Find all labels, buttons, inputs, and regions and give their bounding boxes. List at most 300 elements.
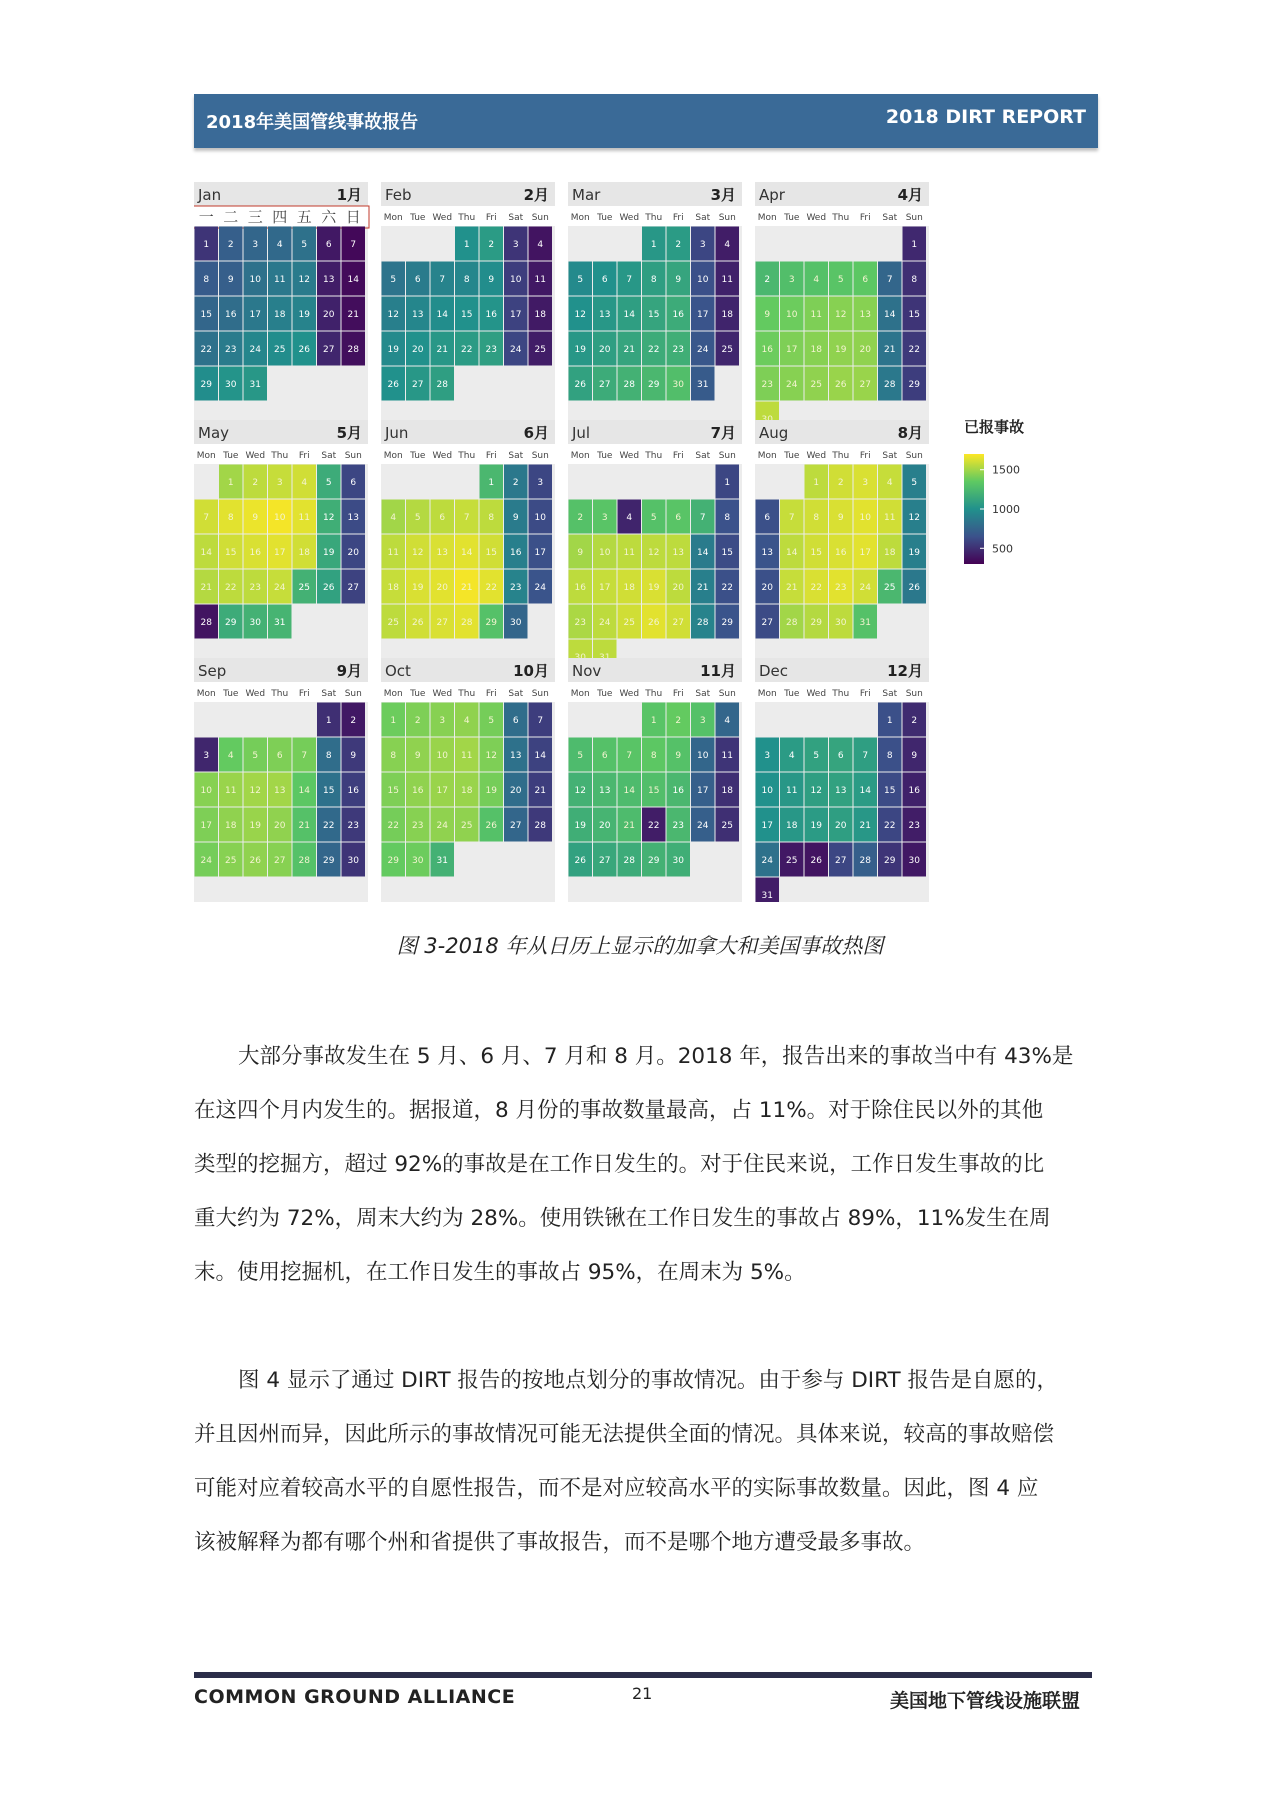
day-number: 8 — [911, 275, 918, 285]
day-number: 6 — [837, 751, 844, 761]
day-number: 21 — [697, 583, 709, 593]
weekday-label: Thu — [832, 689, 850, 699]
month-label-cn: 8月 — [897, 424, 923, 442]
day-number: 4 — [390, 513, 397, 523]
day-number: 26 — [387, 380, 399, 390]
day-number: 20 — [599, 345, 611, 355]
day-number: 24 — [200, 856, 212, 866]
day-number: 1 — [488, 478, 495, 488]
day-number: 16 — [412, 786, 424, 796]
day-number: 18 — [274, 310, 286, 320]
day-number: 4 — [813, 275, 820, 285]
month-label-en: Feb — [385, 186, 412, 204]
day-number: 8 — [650, 751, 657, 761]
page-header — [194, 94, 1098, 148]
day-number: 24 — [761, 856, 773, 866]
day-number: 31 — [249, 380, 261, 390]
weekday-label: Thu — [271, 451, 289, 461]
weekday-label: Fri — [859, 213, 871, 223]
weekday-label: Mon — [383, 451, 403, 461]
weekday-label: Fri — [485, 213, 497, 223]
day-number: 29 — [387, 856, 399, 866]
day-number: 2 — [350, 716, 357, 726]
day-number: 22 — [648, 821, 660, 831]
day-number: 16 — [761, 345, 773, 355]
day-number: 16 — [672, 786, 684, 796]
month-label-en: Dec — [759, 662, 789, 680]
day-number: 28 — [347, 345, 359, 355]
day-number: 14 — [623, 310, 635, 320]
day-number: 12 — [835, 310, 847, 320]
day-number: 3 — [276, 478, 283, 488]
day-number: 3 — [699, 240, 706, 250]
weekday-label: Wed — [432, 689, 453, 699]
day-number: 14 — [436, 310, 448, 320]
day-number: 15 — [648, 786, 660, 796]
day-number: 16 — [225, 310, 237, 320]
weekday-label: Tue — [597, 451, 613, 461]
day-number: 27 — [761, 618, 773, 628]
day-number: 4 — [788, 751, 795, 761]
day-number: 2 — [227, 240, 234, 250]
day-number: 1 — [911, 240, 918, 250]
day-number: 9 — [911, 751, 918, 761]
day-number: 12 — [298, 275, 310, 285]
day-number: 28 — [859, 856, 871, 866]
weekday-label: Sun — [718, 213, 736, 223]
day-number: 29 — [225, 618, 237, 628]
day-number: 24 — [510, 345, 522, 355]
weekday-label: Thu — [271, 689, 289, 699]
day-number: 13 — [436, 548, 448, 558]
day-number: 20 — [599, 821, 611, 831]
day-number: 18 — [721, 786, 733, 796]
day-number: 28 — [200, 618, 212, 628]
weekday-label: Tue — [223, 689, 239, 699]
day-number: 21 — [347, 310, 359, 320]
day-number: 19 — [387, 345, 399, 355]
legend-tick-label: 500 — [992, 542, 1013, 556]
day-number: 9 — [577, 548, 584, 558]
day-number: 9 — [675, 751, 682, 761]
day-number: 11 — [721, 751, 733, 761]
day-number: 31 — [859, 618, 871, 628]
day-number: 5 — [488, 716, 495, 726]
day-number: 9 — [488, 275, 495, 285]
day-number: 3 — [601, 513, 608, 523]
day-number: 4 — [724, 716, 731, 726]
day-number: 12 — [323, 513, 335, 523]
day-number: 22 — [485, 583, 497, 593]
day-number: 30 — [672, 856, 684, 866]
day-number: 17 — [249, 310, 261, 320]
day-number: 9 — [764, 310, 771, 320]
day-number: 31 — [761, 891, 773, 901]
day-number: 27 — [599, 856, 611, 866]
day-number: 1 — [203, 240, 210, 250]
day-number: 17 — [200, 821, 212, 831]
weekday-label: Tue — [410, 451, 426, 461]
day-number: 26 — [810, 856, 822, 866]
weekday-label: Mon — [570, 451, 590, 461]
day-number: 7 — [537, 716, 544, 726]
day-number: 19 — [249, 821, 261, 831]
weekday-label: Sat — [882, 689, 898, 699]
day-number: 19 — [908, 548, 920, 558]
day-number: 8 — [650, 275, 657, 285]
day-number: 4 — [886, 478, 893, 488]
month-label-cn: 1月 — [336, 186, 362, 204]
paragraph-1-line: 重大约为 72%，周末大约为 28%。使用铁锹在工作日发生的事故占 89%，11%发生在周 — [194, 1206, 1051, 1231]
day-number: 5 — [252, 751, 259, 761]
weekday-label: Sun — [531, 689, 549, 699]
day-number: 14 — [298, 786, 310, 796]
day-number: 3 — [203, 751, 210, 761]
day-number: 13 — [599, 310, 611, 320]
legend-tick-label: 1000 — [992, 503, 1020, 516]
day-number: 25 — [623, 618, 635, 628]
paragraph-2-line: 该被解释为都有哪个州和省提供了事故报告，而不是哪个地方遭受最多事故。 — [194, 1530, 926, 1555]
weekday-label: Sat — [695, 689, 711, 699]
weekday-label: Thu — [832, 451, 850, 461]
day-number: 26 — [908, 583, 920, 593]
day-number: 6 — [350, 478, 357, 488]
day-number: 20 — [436, 583, 448, 593]
month-label-cn: 4月 — [897, 186, 923, 204]
weekday-label: Fri — [859, 451, 871, 461]
day-number: 24 — [859, 583, 871, 593]
day-number: 2 — [764, 275, 771, 285]
day-number: 3 — [862, 478, 869, 488]
day-number: 26 — [298, 345, 310, 355]
day-number: 14 — [884, 310, 896, 320]
day-number: 19 — [835, 345, 847, 355]
day-number: 5 — [911, 478, 918, 488]
day-number: 12 — [810, 786, 822, 796]
day-number: 18 — [461, 786, 473, 796]
day-number: 4 — [724, 240, 731, 250]
weekday-label: Fri — [298, 451, 310, 461]
day-number: 17 — [697, 786, 709, 796]
day-number: 16 — [835, 548, 847, 558]
weekday-label: Tue — [410, 689, 426, 699]
day-number: 17 — [697, 310, 709, 320]
weekday-label: Tue — [784, 451, 800, 461]
day-number: 5 — [301, 240, 308, 250]
day-number: 26 — [249, 856, 261, 866]
weekday-label: 五 — [296, 208, 312, 226]
weekday-label: Wed — [432, 213, 453, 223]
weekday-label: Wed — [432, 451, 453, 461]
day-number: 28 — [436, 380, 448, 390]
day-number: 27 — [323, 345, 335, 355]
paragraph-1-line: 类型的挖掘方，超过 92%的事故是在工作日发生的。对于住民来说，工作日发生事故的比 — [194, 1152, 1045, 1177]
day-number: 29 — [323, 856, 335, 866]
day-number: 20 — [835, 821, 847, 831]
day-number: 23 — [225, 345, 237, 355]
day-number: 12 — [574, 310, 586, 320]
day-number: 30 — [249, 618, 261, 628]
weekday-label: Fri — [859, 689, 871, 699]
day-number: 25 — [810, 380, 822, 390]
day-number: 17 — [436, 786, 448, 796]
day-number: 21 — [200, 583, 212, 593]
weekday-label: 六 — [321, 208, 337, 226]
day-number: 22 — [387, 821, 399, 831]
day-number: 8 — [463, 275, 470, 285]
paragraph-1 — [194, 1030, 1098, 1300]
weekday-label: Tue — [223, 451, 239, 461]
weekday-label: Sun — [718, 451, 736, 461]
day-number: 11 — [298, 513, 310, 523]
day-number: 10 — [859, 513, 871, 523]
day-number: 13 — [835, 786, 847, 796]
day-number: 21 — [786, 583, 798, 593]
day-number: 10 — [274, 513, 286, 523]
weekday-label: Fri — [298, 689, 310, 699]
weekday-label: Sat — [695, 213, 711, 223]
paragraph-2 — [194, 1354, 1098, 1570]
day-number: 12 — [485, 751, 497, 761]
day-number: 7 — [301, 751, 308, 761]
day-number: 12 — [648, 548, 660, 558]
weekday-label: 一 — [198, 208, 214, 226]
day-number: 22 — [648, 345, 660, 355]
day-number: 10 — [200, 786, 212, 796]
day-number: 13 — [510, 751, 522, 761]
day-number: 10 — [599, 548, 611, 558]
day-number: 26 — [485, 821, 497, 831]
day-number: 26 — [835, 380, 847, 390]
day-number: 20 — [347, 548, 359, 558]
day-number: 13 — [761, 548, 773, 558]
day-number: 5 — [813, 751, 820, 761]
day-number: 5 — [837, 275, 844, 285]
day-number: 4 — [276, 240, 283, 250]
day-number: 12 — [574, 786, 586, 796]
day-number: 11 — [461, 751, 473, 761]
day-number: 25 — [298, 583, 310, 593]
day-number: 5 — [577, 275, 584, 285]
day-number: 16 — [347, 786, 359, 796]
weekday-label: Thu — [645, 451, 663, 461]
weekday-label: Mon — [757, 451, 777, 461]
day-number: 6 — [276, 751, 283, 761]
day-number: 24 — [534, 583, 546, 593]
day-number: 4 — [537, 240, 544, 250]
day-number: 14 — [697, 548, 709, 558]
day-number: 22 — [323, 821, 335, 831]
day-number: 10 — [510, 275, 522, 285]
month-label-en: Sep — [198, 662, 227, 680]
day-number: 10 — [436, 751, 448, 761]
weekday-label: 日 — [345, 208, 361, 226]
day-number: 13 — [412, 310, 424, 320]
legend-title: 已报事故 — [964, 418, 1025, 436]
day-number: 25 — [534, 345, 546, 355]
day-number: 14 — [534, 751, 546, 761]
weekday-label: Sun — [531, 451, 549, 461]
day-number: 4 — [463, 716, 470, 726]
day-number: 27 — [436, 618, 448, 628]
weekday-label: Fri — [485, 451, 497, 461]
day-number: 20 — [761, 583, 773, 593]
day-number: 18 — [721, 310, 733, 320]
day-number: 6 — [764, 513, 771, 523]
weekday-label: Mon — [570, 213, 590, 223]
figure-caption: 图 3-2018 年从日历上显示的加拿大和美国事故热图 — [396, 934, 884, 958]
day-number: 11 — [810, 310, 822, 320]
day-number: 14 — [200, 548, 212, 558]
day-number: 3 — [439, 716, 446, 726]
day-number: 20 — [859, 345, 871, 355]
day-number: 17 — [274, 548, 286, 558]
weekday-label: Wed — [619, 213, 640, 223]
day-number: 19 — [810, 821, 822, 831]
month-label-en: Jun — [385, 424, 409, 442]
weekday-label: Mon — [383, 689, 403, 699]
day-number: 27 — [412, 380, 424, 390]
header-title-en: 2018 DIRT REPORT — [885, 106, 1086, 128]
month-label-cn: 9月 — [336, 662, 362, 680]
day-number: 15 — [884, 786, 896, 796]
day-number: 12 — [908, 513, 920, 523]
day-number: 5 — [325, 478, 332, 488]
day-number: 18 — [387, 583, 399, 593]
day-number: 3 — [699, 716, 706, 726]
month-label-cn: 6月 — [523, 424, 549, 442]
day-number: 15 — [810, 548, 822, 558]
day-number: 12 — [412, 548, 424, 558]
day-number: 19 — [323, 548, 335, 558]
day-number: 25 — [884, 583, 896, 593]
weekday-label: Sat — [882, 213, 898, 223]
day-number: 19 — [298, 310, 310, 320]
weekday-label: Mon — [383, 213, 403, 223]
day-number: 8 — [390, 751, 397, 761]
day-number: 17 — [761, 821, 773, 831]
day-number: 6 — [601, 275, 608, 285]
month-label-en: Nov — [572, 662, 602, 680]
day-number: 16 — [510, 548, 522, 558]
weekday-label: 二 — [223, 208, 239, 226]
day-number: 18 — [786, 821, 798, 831]
day-number: 21 — [461, 583, 473, 593]
weekday-label: Sat — [321, 689, 337, 699]
weekday-label: Sun — [905, 689, 923, 699]
day-number: 5 — [414, 513, 421, 523]
day-number: 23 — [510, 583, 522, 593]
day-number: 22 — [810, 583, 822, 593]
day-number: 15 — [200, 310, 212, 320]
day-number: 20 — [323, 310, 335, 320]
day-number: 6 — [675, 513, 682, 523]
day-number: 24 — [249, 345, 261, 355]
day-number: 16 — [908, 786, 920, 796]
day-number: 28 — [697, 618, 709, 628]
day-number: 10 — [761, 786, 773, 796]
weekday-label: Fri — [672, 213, 684, 223]
day-number: 10 — [786, 310, 798, 320]
day-number: 2 — [911, 716, 918, 726]
day-number: 6 — [862, 275, 869, 285]
day-number: 2 — [488, 240, 495, 250]
day-number: 11 — [884, 513, 896, 523]
day-number: 28 — [461, 618, 473, 628]
day-number: 7 — [350, 240, 357, 250]
paragraph-2-line: 可能对应着较高水平的自愿性报告，而不是对应较高水平的实际事故数量。因此，图 4 应 — [194, 1476, 1039, 1501]
day-number: 12 — [387, 310, 399, 320]
day-number: 20 — [672, 583, 684, 593]
day-number: 24 — [786, 380, 798, 390]
weekday-label: Thu — [458, 689, 476, 699]
weekday-label: Tue — [597, 689, 613, 699]
day-number: 16 — [249, 548, 261, 558]
weekday-label: Sun — [718, 689, 736, 699]
day-number: 17 — [599, 583, 611, 593]
weekday-label: Tue — [410, 213, 426, 223]
day-number: 24 — [697, 345, 709, 355]
weekday-label: Fri — [672, 689, 684, 699]
calendar-heatmap-chart — [194, 182, 1100, 902]
weekday-label: Fri — [485, 689, 497, 699]
day-number: 29 — [810, 618, 822, 628]
day-number: 7 — [886, 275, 893, 285]
day-number: 1 — [650, 240, 657, 250]
day-number: 1 — [390, 716, 397, 726]
day-number: 17 — [786, 345, 798, 355]
weekday-label: Thu — [645, 689, 663, 699]
day-number: 15 — [485, 548, 497, 558]
day-number: 1 — [325, 716, 332, 726]
weekday-label: Sun — [905, 451, 923, 461]
weekday-label: Tue — [597, 213, 613, 223]
day-number: 7 — [788, 513, 795, 523]
day-number: 28 — [298, 856, 310, 866]
day-number: 20 — [412, 345, 424, 355]
day-number: 13 — [274, 786, 286, 796]
day-number: 29 — [884, 856, 896, 866]
day-number: 5 — [390, 275, 397, 285]
day-number: 11 — [721, 275, 733, 285]
day-number: 18 — [810, 345, 822, 355]
day-number: 2 — [675, 716, 682, 726]
day-number: 3 — [764, 751, 771, 761]
day-number: 18 — [534, 310, 546, 320]
day-number: 9 — [837, 513, 844, 523]
day-number: 30 — [835, 618, 847, 628]
day-number: 23 — [574, 618, 586, 628]
day-number: 22 — [461, 345, 473, 355]
day-number: 6 — [439, 513, 446, 523]
day-number: 7 — [439, 275, 446, 285]
day-number: 15 — [721, 548, 733, 558]
day-number: 3 — [512, 240, 519, 250]
day-number: 9 — [414, 751, 421, 761]
day-number: 7 — [203, 513, 210, 523]
day-number: 6 — [414, 275, 421, 285]
day-number: 17 — [859, 548, 871, 558]
day-number: 1 — [724, 478, 731, 488]
day-number: 11 — [387, 548, 399, 558]
day-number: 6 — [512, 716, 519, 726]
day-number: 26 — [323, 583, 335, 593]
page-number: 21 — [632, 1684, 653, 1703]
day-number: 23 — [412, 821, 424, 831]
day-number: 18 — [225, 821, 237, 831]
day-number: 13 — [347, 513, 359, 523]
weekday-label: Sat — [508, 689, 524, 699]
